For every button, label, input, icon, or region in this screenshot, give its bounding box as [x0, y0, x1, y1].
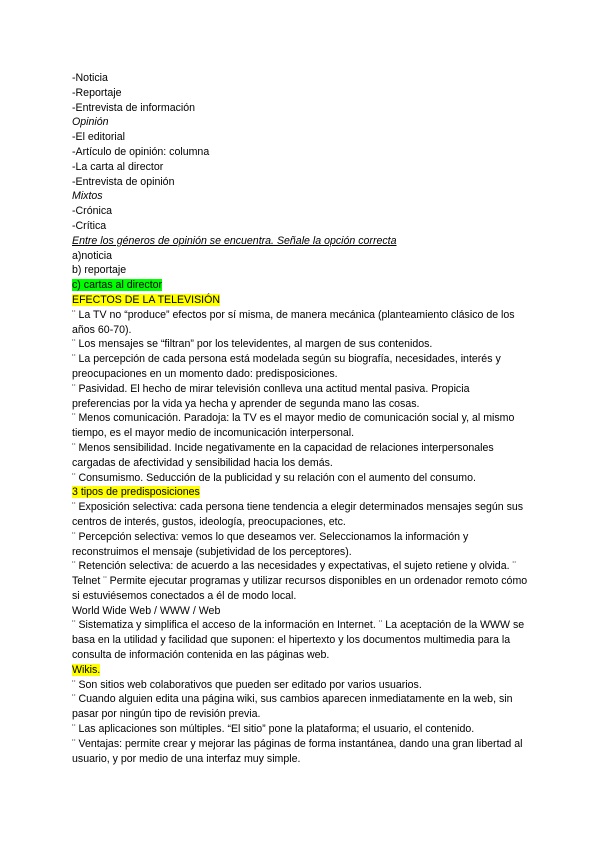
paragraph: ¨ Pasividad. El hecho de mirar televisión conlleva una actitud mental pasiva. Propicia preferencias por la vida ya hecha y aprender de segunda mano las cosas.: [72, 382, 470, 410]
list-item: -El editorial: [72, 131, 125, 144]
wikis-heading: Wikis.: [72, 663, 101, 676]
paragraph: ¨ Percepción selectiva: vemos lo que deseamos ver. Seleccionamos la información y reconstruimos el mensaje (subjetividad de los perceptores).: [72, 530, 469, 558]
paragraph: ¨ Los mensajes se “filtran” por los televidentes, al margen de sus contenidos.: [72, 338, 433, 351]
question-option: a)noticia: [72, 249, 113, 262]
paragraph: ¨ Menos comunicación. Paradoja: la TV es el mayor medio de comunicación social y, al mismo tiempo, es el mayor medio de incomunicación interpersonal.: [72, 412, 515, 440]
efectos-heading: EFECTOS DE LA TELEVISIÓN: [72, 293, 220, 306]
list-item: -Reportaje: [72, 86, 122, 99]
paragraph: World Wide Web / WWW / Web: [72, 604, 221, 617]
list-item: -Crónica: [72, 205, 113, 218]
list-item: -Crítica: [72, 219, 107, 232]
paragraph: ¨ Consumismo. Seducción de la publicidad y su relación con el aumento del consumo.: [72, 471, 476, 484]
list-item: -Entrevista de información: [72, 101, 196, 114]
list-item: -La carta al director: [72, 160, 164, 173]
question-option: b) reportaje: [72, 264, 127, 277]
document-body: [72, 71, 528, 766]
correct-answer-highlight: c) cartas al director: [72, 279, 163, 292]
paragraph: ¨ Cuando alguien edita una página wiki, sus cambios aparecen inmediatamente en la web, sin pasar por ningún tipo de revisión previa.: [72, 693, 513, 721]
list-item: -Entrevista de opinión: [72, 175, 175, 188]
paragraph: Telnet ¨ Permite ejecutar programas y utilizar recursos disponibles en un ordenador remoto cómo si estuviésemos conectados a él de modo local.: [72, 575, 528, 602]
section-heading-mixtos: Mixtos: [72, 190, 103, 203]
section-heading-opinion: Opinión: [72, 116, 109, 129]
predisposiciones-heading: 3 tipos de predisposiciones: [72, 486, 200, 499]
list-item: -Artículo de opinión: columna: [72, 145, 210, 158]
question-prompt: Entre los géneros de opinión se encuentra. Señale la opción correcta: [72, 234, 397, 247]
paragraph: ¨ Exposición selectiva: cada persona tiene tendencia a elegir determinados mensajes según sus centros de interés, gustos, ideología, preocupaciones, etc.: [72, 501, 524, 528]
paragraph: ¨ Retención selectiva: de acuerdo a las necesidades y expectativas, el sujeto retiene y olvida. ¨: [72, 560, 517, 573]
paragraph: ¨ Ventajas: permite crear y mejorar las páginas de forma instantánea, dando una gran libertad al usuario, y por medio de una interfaz muy simple.: [72, 737, 523, 765]
paragraph: ¨ Menos sensibilidad. Incide negativamente en la capacidad de relaciones interpersonales cargadas de afectividad y sensibilidad hacia los demás.: [72, 441, 494, 469]
paragraph: ¨ Sistematiza y simplifica el acceso de la información en Internet. ¨ La aceptación de la WWW se basa en la utilidad y facilidad que suponen: el hipertexto y los documentos multimedia para la consulta de información contenida en las páginas web.: [72, 619, 525, 662]
paragraph: ¨ La TV no “produce” efectos por sí misma, de manera mecánica (planteamiento clásico de los años 60-70).: [72, 308, 515, 336]
paragraph: ¨ La percepción de cada persona está modelada según su biografía, necesidades, interés y preocupaciones en un momento dado: predisposiciones.: [72, 353, 501, 380]
paragraph: ¨ Las aplicaciones son múltiples. “El sitio” pone la plataforma; el usuario, el contenido.: [72, 723, 475, 736]
paragraph: ¨ Son sitios web colaborativos que pueden ser editado por varios usuarios.: [72, 678, 422, 691]
list-item: -Noticia: [72, 72, 108, 84]
